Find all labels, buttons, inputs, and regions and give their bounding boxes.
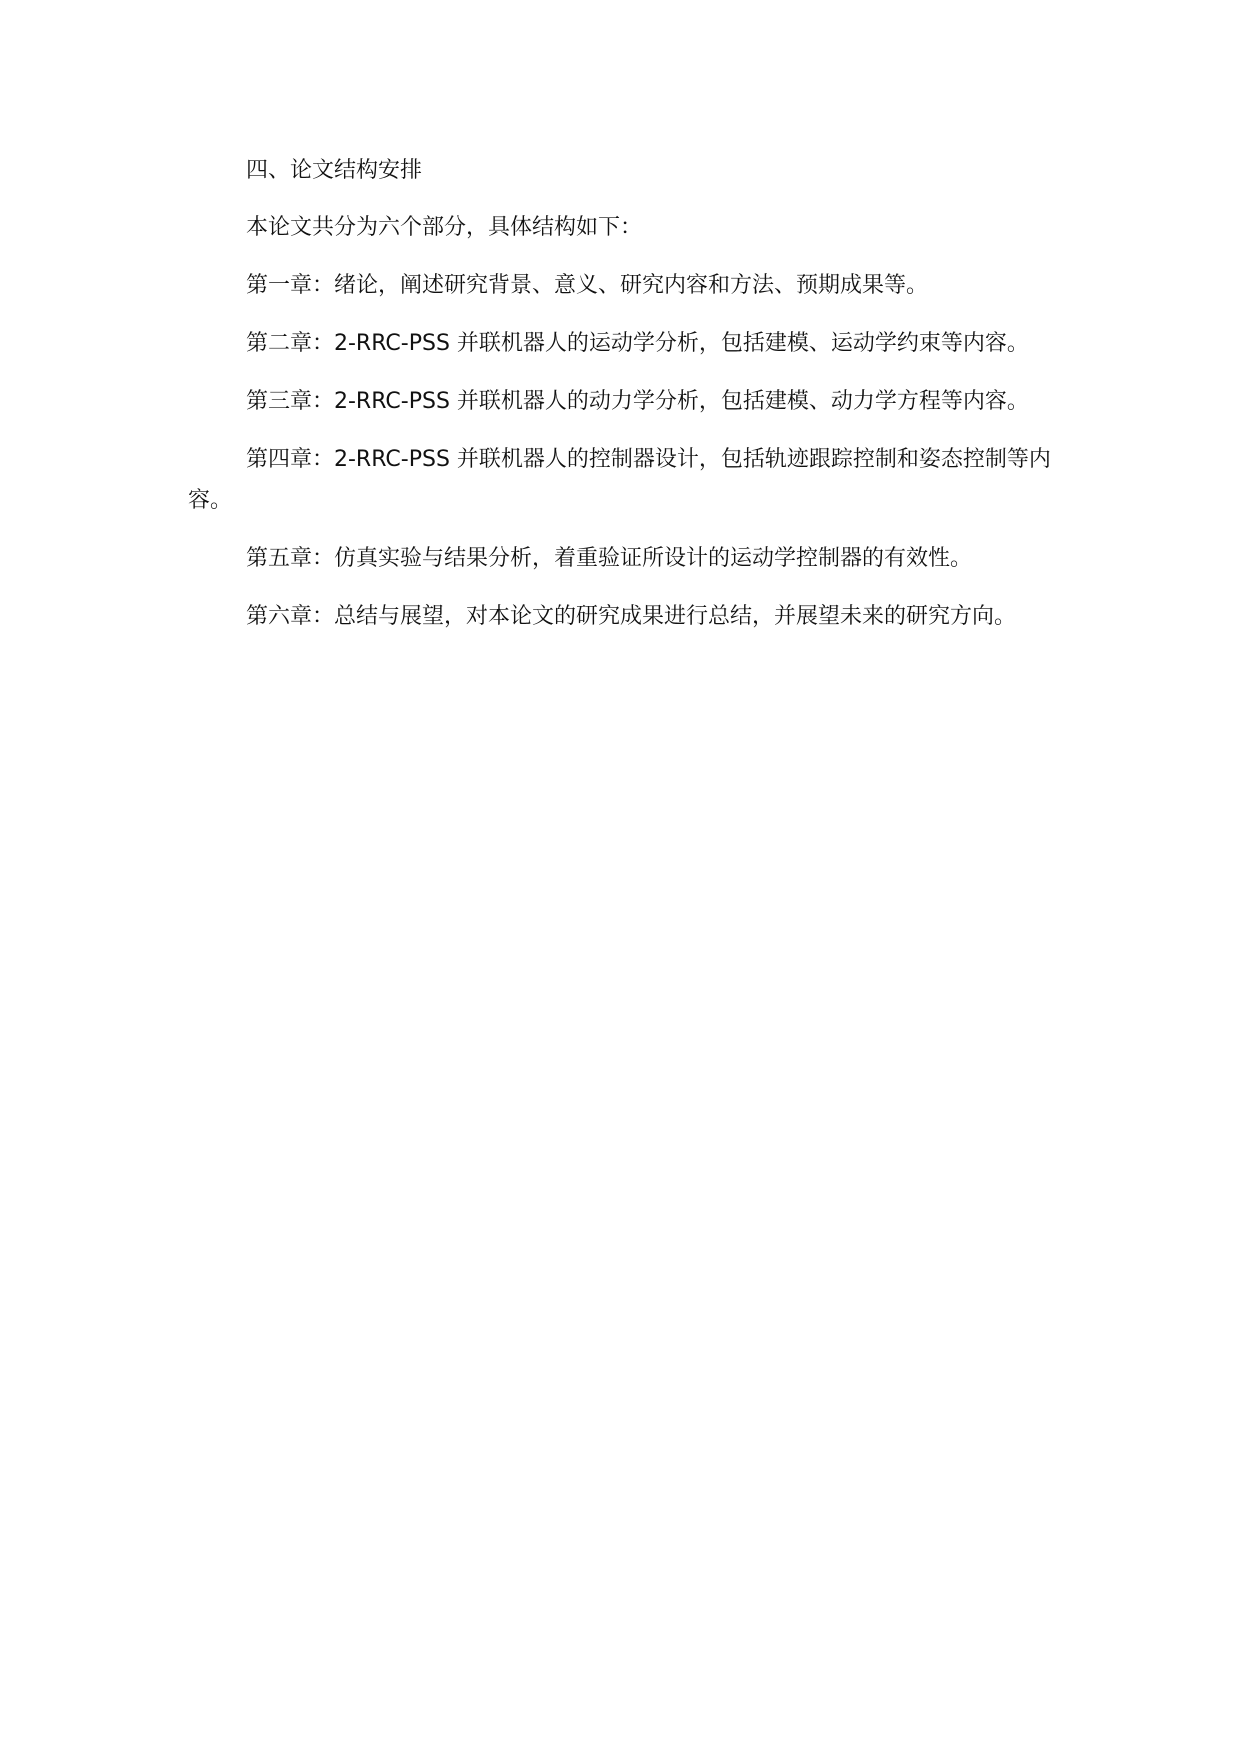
chapter-1-paragraph: 第一章：绪论，阐述研究背景、意义、研究内容和方法、预期成果等。 bbox=[246, 273, 929, 298]
document-body bbox=[188, 150, 1058, 654]
chapter-5-paragraph: 第五章：仿真实验与结果分析，着重验证所设计的运动学控制器的有效性。 bbox=[246, 546, 973, 571]
chapter-4-paragraph: 第四章：2-RRC-PSS 并联机器人的控制器设计，包括轨迹跟踪控制和姿态控制等内容。 bbox=[188, 447, 1051, 513]
intro-paragraph: 本论文共分为六个部分，具体结构如下： bbox=[246, 215, 643, 240]
chapter-6-paragraph: 第六章：总结与展望，对本论文的研究成果进行总结，并展望未来的研究方向。 bbox=[246, 604, 1017, 629]
chapter-3-paragraph: 第三章：2-RRC-PSS 并联机器人的动力学分析，包括建模、动力学方程等内容。 bbox=[246, 389, 1029, 414]
chapter-2-paragraph: 第二章：2-RRC-PSS 并联机器人的运动学分析，包括建模、运动学约束等内容。 bbox=[246, 331, 1029, 356]
section-heading: 四、论文结构安排 bbox=[246, 158, 423, 183]
